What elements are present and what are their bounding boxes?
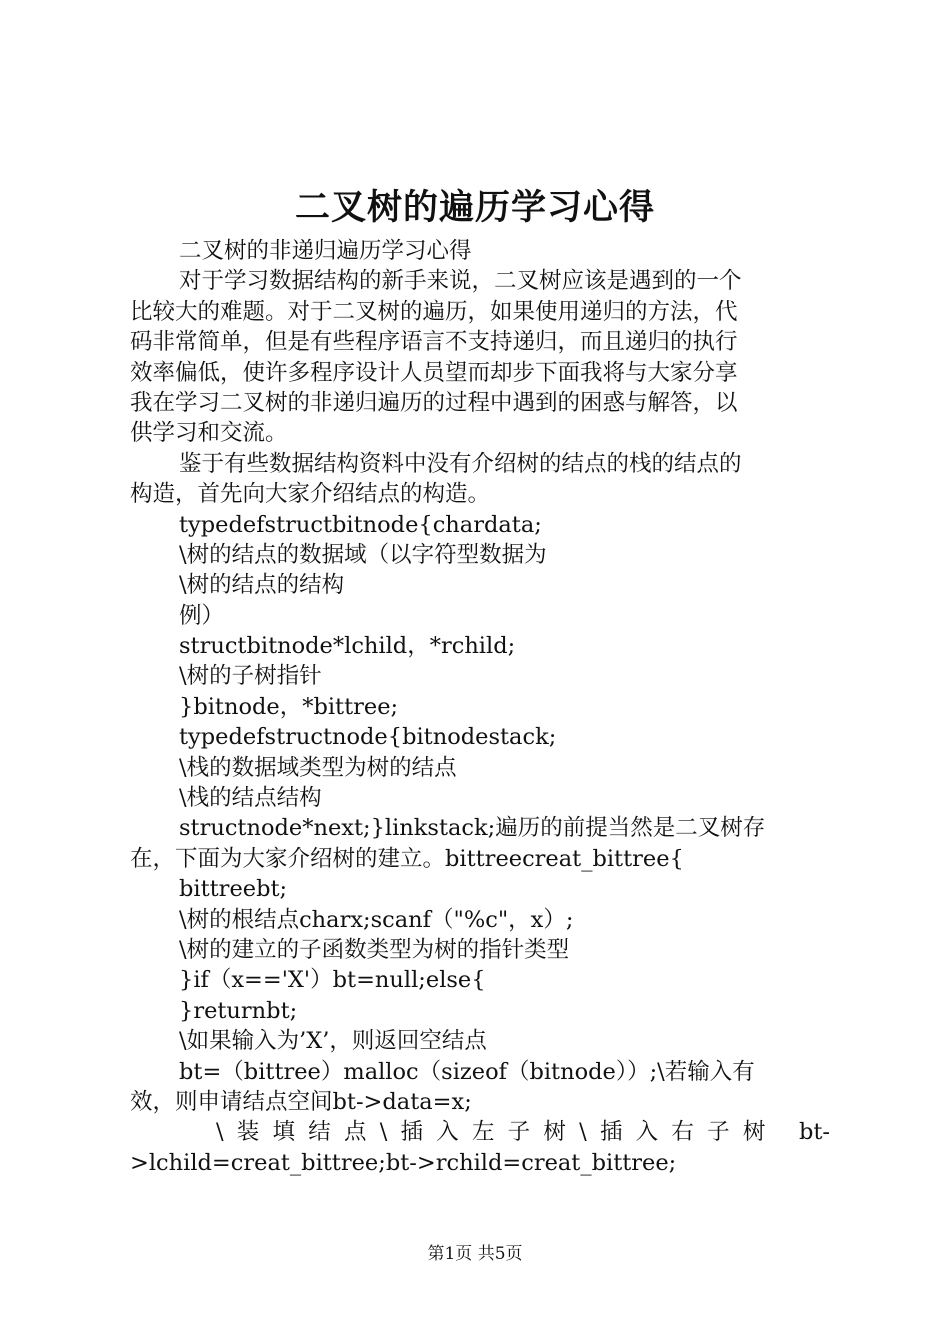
code-line: structnode*next;}linkstack;遍历的前提当然是二叉树存 bbox=[179, 815, 766, 842]
page-footer: 第1页 共5页 bbox=[427, 1244, 523, 1264]
code-line: }if（x=='X'）bt=null;else{ bbox=[179, 967, 486, 994]
text-line: 我在学习二叉树的非递归遍历的过程中遇到的困惑与解答，以 bbox=[130, 389, 738, 416]
code-line: >lchild=creat_bittree;bt->rchild=creat_bittree; bbox=[130, 1149, 677, 1176]
text-line: 码非常简单，但是有些程序语言不支持递归，而且递归的执行 bbox=[130, 329, 738, 356]
code-line: \树的结点的结构 bbox=[179, 572, 345, 599]
code-line: }returnbt; bbox=[179, 997, 298, 1024]
code-line: structbitnode*lchild，*rchild; bbox=[179, 633, 516, 660]
code-line: \栈的结点结构 bbox=[179, 785, 322, 812]
document-title: 二叉树的遍历学习心得 bbox=[294, 187, 655, 228]
code-line: 在，下面为大家介绍树的建立。bittreecreat_bittree{ bbox=[130, 845, 684, 872]
text-line: 对于学习数据结构的新手来说，二叉树应该是遇到的一个 bbox=[179, 268, 742, 295]
code-line: typedefstructnode{bitnodestack; bbox=[179, 724, 557, 751]
code-line: 效，则申请结点空间bt->data=x; bbox=[130, 1088, 472, 1115]
code-line: \树的子树指针 bbox=[179, 663, 322, 690]
code-line: \树的根结点charx;scanf（"%c"，x）; bbox=[179, 906, 574, 933]
text-line: 效率偏低，使许多程序设计人员望而却步下面我将与大家分享 bbox=[130, 359, 738, 386]
text-line: 鉴于有些数据结构资料中没有介绍树的结点的栈的结点的 bbox=[179, 450, 742, 477]
code-line: \装填结点\插入左子树\插入右子树 bt- bbox=[216, 1119, 830, 1146]
text-line: 构造，首先向大家介绍结点的构造。 bbox=[130, 481, 491, 508]
code-line: typedefstructbitnode{chardata; bbox=[179, 511, 542, 538]
code-line: \栈的数据域类型为树的结点 bbox=[179, 754, 457, 781]
code-line: 例） bbox=[179, 602, 225, 629]
document-body bbox=[130, 236, 830, 1178]
code-line: \树的结点的数据域（以字符型数据为 bbox=[179, 541, 547, 568]
code-line: \树的建立的子函数类型为树的指针类型 bbox=[179, 936, 570, 963]
code-line: bt=（bittree）malloc（sizeof（bitnode））;\若输入有 bbox=[179, 1058, 755, 1085]
text-line: 供学习和交流。 bbox=[130, 420, 288, 447]
code-line: \如果输入为’X’，则返回空结点 bbox=[179, 1028, 487, 1055]
code-line: }bitnode，*bittree; bbox=[179, 693, 399, 720]
text-line: 二叉树的非递归遍历学习心得 bbox=[179, 238, 472, 264]
code-line: bittreebt; bbox=[179, 876, 288, 903]
text-line: 比较大的难题。对于二叉树的遍历，如果使用递归的方法，代 bbox=[130, 298, 738, 325]
